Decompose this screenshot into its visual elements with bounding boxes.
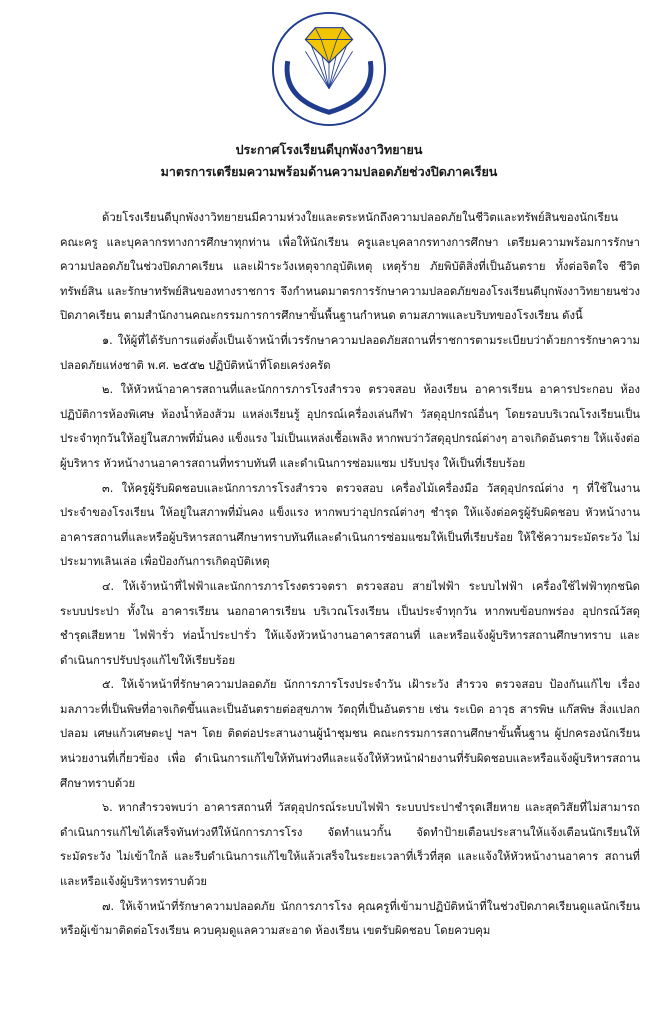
measure-item-1: ๑. ให้ผู้ที่ได้รับการแต่งตั้งเป็นเจ้าหน้าที่เวรรักษาความปลอดภัยสถานที่ราชการตามระเบียบว่าด้วยการรักษาความปลอดภัยแห่งชาติ พ.ศ. ๒๕๕๒ ปฏิบัติหน้าที่โดยเคร่งครัด — [60, 333, 640, 372]
measure-item-6: ๖. หากสำรวจพบว่า อาคารสถานที่ วัสดุอุปกรณ์ระบบไฟฟ้า ระบบประปาชำรุดเสียหาย และสุดวิสัยที่ไม่สามารถดำเนินการแก้ไขได้เสร็จทันท่วงทีให้นักการภารโรง จัดทำแนวกั้น จัดทำป้ายเตือนประสานให้แจ้งเตือนนักเรียนให้ระมัดระวัง ไม่เข้าใกล้ และรีบดำเนินการแก้ไขให้แล้วเสร็จในระยะเวลาที่เร็วที่สุด และแจ้งให้หัวหน้างานอาคาร สถานที่ และหรือแจ้งผู้บริหารทราบด้วย — [60, 801, 640, 889]
measure-item-4: ๔. ให้เจ้าหน้าที่ไฟฟ้าและนักการภารโรงตรวจตรา ตรวจสอบ สายไฟฟ้า ระบบไฟฟ้า เครื่องใช้ไฟฟ้าทุกชนิด ระบบประปา ทั้งใน อาคารเรียน นอกอาคารเรียน บริเวณโรงเรียน เป็นประจำทุกวัน หากพบข้อบกพร่อง อุปกรณ์วัสดุ ชำรุดเสียหาย ไฟฟ้ารั่ว ท่อน้ำประปารั่ว ให้แจ้งหัวหน้างานอาคารสถานที่ และหรือแจ้งผู้บริหารสถานศึกษาทราบ และดำเนินการปรับปรุงแก้ไขให้เรียบร้อย — [60, 579, 640, 667]
measure-item-3: ๓. ให้ครูผู้รับผิดชอบและนักการภารโรงสำรวจ ตรวจสอบ เครื่องไม้เครื่องมือ วัสดุอุปกรณ์ต่าง ๆ ที่ใช้ในงานประจำของโรงเรียน ให้อยู่ในสภาพที่มั่นคง แข็งแรง หากพบว่าอุปกรณ์ต่างๆ ชำรุด ให้แจ้งต่อครูผู้รับผิดชอบ หัวหน้างานอาคารสถานที่และหรือผู้บริหารสถานศึกษาทราบทันทีและดำเนินการซ่อมแซมให้เป็นที่เรียบร้อย ให้ใช้ความระมัดระวัง ไม่ประมาทเลินเล่อ เพื่อป้องกันการเกิดอุบัติเหตุ — [60, 481, 640, 569]
measure-item-7: ๗. ให้เจ้าหน้าที่รักษาความปลอดภัย นักการภารโรง คุณครูที่เข้ามาปฏิบัติหน้าที่ในช่วงปิดภาคเรียนดูแลนักเรียนหรือผู้เข้ามาติดต่อโรงเรียน ควบคุมดูแลความสะอาด ห้องเรียน เขตรับผิดชอบ โดยควบคุม — [60, 899, 640, 938]
announcement-body — [60, 206, 640, 944]
measure-item-5: ๕. ให้เจ้าหน้าที่รักษาความปลอดภัย นักการภารโรงประจำวัน เฝ้าระวัง สำรวจ ตรวจสอบ ป้องกันแก้ไข เรื่องมลภาวะที่เป็นพิษที่อาจเกิดขึ้นและเป็นอันตรายต่อสุขภาพ วัตถุที่เป็นอันตราย เช่น ระเบิด อาวุธ สารพิษ แก๊สพิษ สิ่งแปลกปลอม เศษแก้วเศษตะปู ฯลฯ โดย ติดต่อประสานงานผู้นำชุมชน คณะกรรมการสถานศึกษาขั้นพื้นฐาน ผู้ปกครองนักเรียนหน่วยงานที่เกี่ยวข้อง เพื่อ ดำเนินการแก้ไขให้ทันท่วงทีและแจ้งให้หัวหน้าฝ่ายงานที่รับผิดชอบและหรือแจ้งผู้บริหารสถานศึกษาทราบด้วย — [60, 678, 640, 790]
school-logo — [270, 10, 388, 128]
measure-item-2: ๒. ให้หัวหน้าอาคารสถานที่และนักการภารโรงสำรวจ ตรวจสอบ ห้องเรียน อาคารเรียน อาคารประกอบ ห้องปฏิบัติการห้องพิเศษ ห้องน้ำห้องส้วม แหล่งเรียนรู้ อุปกรณ์เครื่องเล่นกีฬา วัสดุอุปกรณ์อื่นๆ โดยรอบบริเวณโรงเรียนเป็นประจำทุกวันให้อยู่ในสภาพที่มั่นคง แข็งแรง ไม่เป็นแหล่งเชื้อเพลิง หากพบว่าวัสดุอุปกรณ์ต่างๆ อาจเกิดอันตราย ให้แจ้งต่อผู้บริหาร หัวหน้างานอาคารสถานที่ทราบทันที และดำเนินการซ่อมแซม ปรับปรุง ให้เป็นที่เรียบร้อย — [60, 383, 640, 470]
announcement-subtitle: มาตรการเตรียมความพร้อมด้านความปลอดภัยช่วงปิดภาคเรียน — [160, 164, 498, 179]
intro-paragraph: ด้วยโรงเรียนดีบุกพังงาวิทยายนมีความห่วงใยและตระหนักถึงความปลอดภัยในชีวิตและทรัพย์สินของนักเรียน คณะครู และบุคลากรทางการศึกษาทุกท่าน เพื่อให้นักเรียน ครูและบุคลากรทางการศึกษา เตรียมความพร้อมการรักษาความปลอดภัยในช่วงปิดภาคเรียน และเฝ้าระวังเหตุจากอุบัติเหตุ เหตุร้าย ภัยพิบัติสิ่งที่เป็นอันตราย ทั้งต่อจิตใจ ชีวิต ทรัพย์สิน และรักษาทรัพย์สินของทางราชการ จึงกำหนดมาตรการรักษาความปลอดภัยของโรงเรียนดีบุกพังงาวิทยายนช่วงปิดภาคเรียน ตามสำนักงานคณะกรรมการการศึกษาขั้นพื้นฐานกำหนด ตามสภาพและบริบทของโรงเรียน ดังนี้ — [60, 211, 640, 323]
announcement-title: ประกาศโรงเรียนดีบุกพังงาวิทยายน — [235, 142, 423, 157]
